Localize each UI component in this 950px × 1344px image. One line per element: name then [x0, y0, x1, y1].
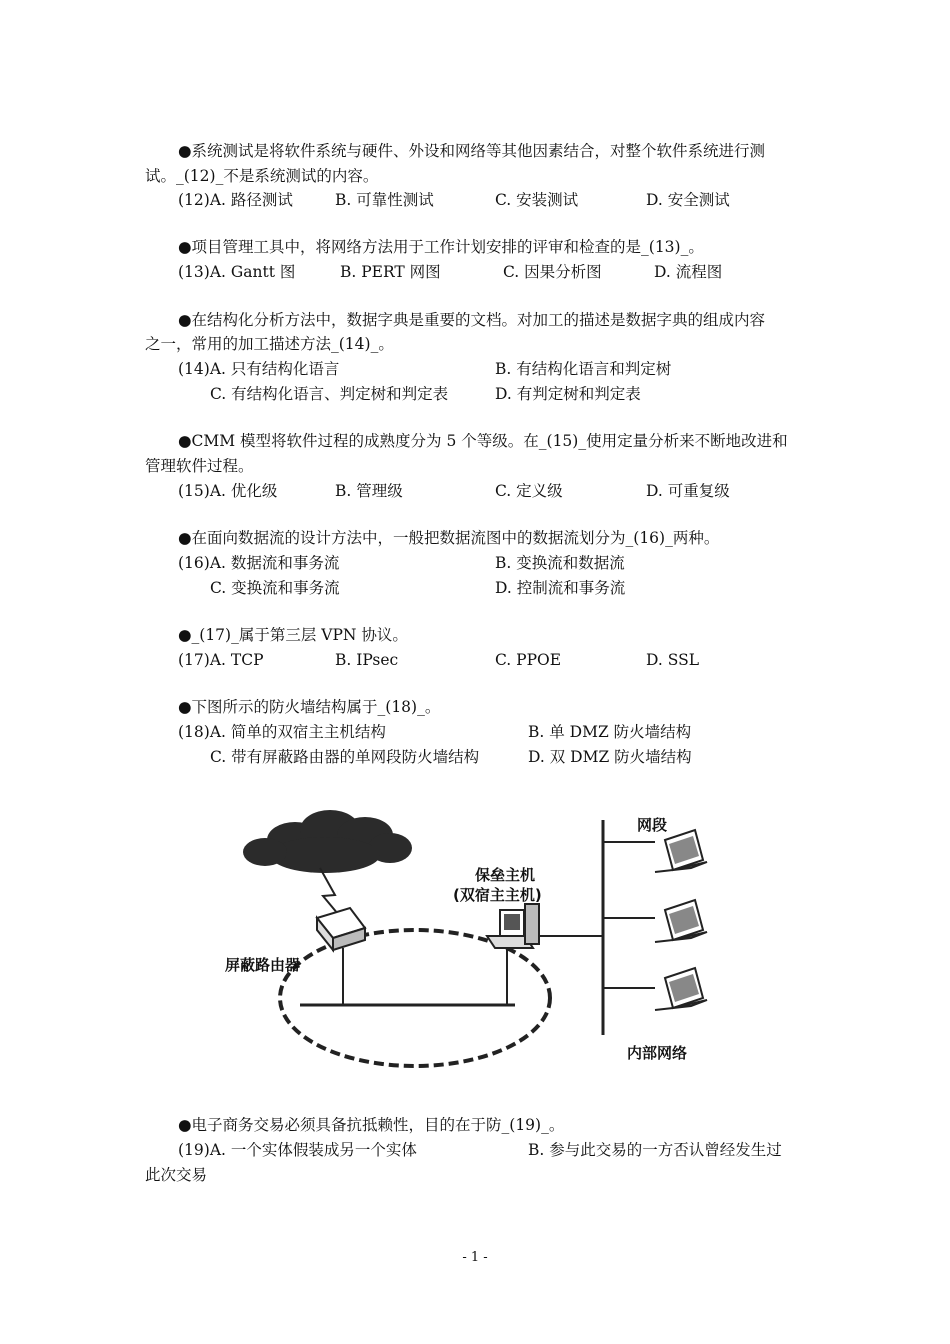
question-17-option-c: C. PPOE — [495, 651, 562, 669]
network-segment-boundary — [280, 930, 550, 1066]
question-15-option-d: D. 可重复级 — [646, 482, 730, 500]
question-15-option-a: (15)A. 优化级 — [178, 482, 278, 500]
laptop-icon — [655, 968, 707, 1010]
question-19-option-b-cont: 此次交易 — [145, 1166, 208, 1184]
question-19-stem: ●电子商务交易必须具备抗抵赖性，目的在于防_(19)_。 — [178, 1116, 565, 1134]
question-19-option-a: (19)A. 一个实体假装成另一个实体 — [178, 1141, 417, 1159]
question-16-option-a: (16)A. 数据流和事务流 — [178, 554, 340, 572]
question-16-option-b: B. 变换流和数据流 — [495, 554, 625, 572]
bastion-host-icon — [487, 904, 539, 948]
question-18-option-a: (18)A. 简单的双宿主主机结构 — [178, 723, 386, 741]
question-16-option-d: D. 控制流和事务流 — [495, 579, 626, 597]
question-15-option-b: B. 管理级 — [335, 482, 403, 500]
question-13-option-b: B. PERT 网图 — [340, 263, 441, 281]
question-17-option-b: B. IPsec — [335, 651, 399, 669]
label-network-segment: 网段 — [637, 816, 668, 834]
question-15-stem-cont: 管理软件过程。 — [145, 457, 254, 475]
question-12-option-c: C. 安装测试 — [495, 191, 579, 209]
question-13-option-c: C. 因果分析图 — [503, 263, 602, 281]
question-12-stem-cont: 试。_(12)_不是系统测试的内容。 — [145, 167, 379, 185]
question-15-stem: ●CMM 模型将软件过程的成熟度分为 5 个等级。在_(15)_使用定量分析来不断地改进和 — [178, 432, 788, 450]
question-13-option-a: (13)A. Gantt 图 — [178, 263, 296, 281]
question-13-stem: ●项目管理工具中，将网络方法用于工作计划安排的评审和检查的是_(13)_。 — [178, 238, 704, 256]
question-18-option-c: C. 带有屏蔽路由器的单网段防火墙结构 — [210, 748, 480, 766]
question-17-stem: ●_(17)_属于第三层 VPN 协议。 — [178, 626, 408, 644]
question-17-option-a: (17)A. TCP — [178, 651, 264, 669]
question-18-option-d: D. 双 DMZ 防火墙结构 — [528, 748, 692, 766]
question-12-option-d: D. 安全测试 — [646, 191, 730, 209]
internet-cloud-icon — [243, 810, 412, 873]
router-icon — [317, 908, 365, 950]
question-17-option-d: D. SSL — [646, 651, 699, 669]
question-16-stem: ●在面向数据流的设计方法中，一般把数据流图中的数据流划分为_(16)_两种。 — [178, 529, 720, 547]
label-screening-router: 屏蔽路由器 — [225, 956, 301, 974]
question-14-option-c: C. 有结构化语言、判定树和判定表 — [210, 385, 449, 403]
question-14-option-b: B. 有结构化语言和判定树 — [495, 360, 672, 378]
question-14-option-d: D. 有判定树和判定表 — [495, 385, 641, 403]
label-internal-network: 内部网络 — [627, 1044, 688, 1062]
question-12-stem: ●系统测试是将软件系统与硬件、外设和网络等其他因素结合，对整个软件系统进行测 — [178, 142, 766, 160]
question-12-option-a: (12)A. 路径测试 — [178, 191, 293, 209]
question-19-option-b: B. 参与此交易的一方否认曾经发生过 — [528, 1141, 782, 1159]
question-14-stem-cont: 之一，常用的加工描述方法_(14)_。 — [145, 335, 394, 353]
question-18-option-b: B. 单 DMZ 防火墙结构 — [528, 723, 692, 741]
question-13-option-d: D. 流程图 — [654, 263, 723, 281]
question-16-option-c: C. 变换流和事务流 — [210, 579, 340, 597]
label-dual-homed-host: (双宿主主机) — [453, 886, 542, 904]
label-bastion-host: 保垒主机 — [475, 866, 536, 884]
question-18-stem: ●下图所示的防火墙结构属于_(18)_。 — [178, 698, 441, 716]
question-12-option-b: B. 可靠性测试 — [335, 191, 434, 209]
question-15-option-c: C. 定义级 — [495, 482, 563, 500]
page-number: - 1 - — [462, 1250, 488, 1265]
question-14-stem: ●在结构化分析方法中，数据字典是重要的文档。对加工的描述是数据字典的组成内容 — [178, 311, 766, 329]
firewall-diagram — [225, 800, 745, 1080]
laptop-icon — [655, 830, 707, 872]
laptop-icon — [655, 900, 707, 942]
question-14-option-a: (14)A. 只有结构化语言 — [178, 360, 340, 378]
